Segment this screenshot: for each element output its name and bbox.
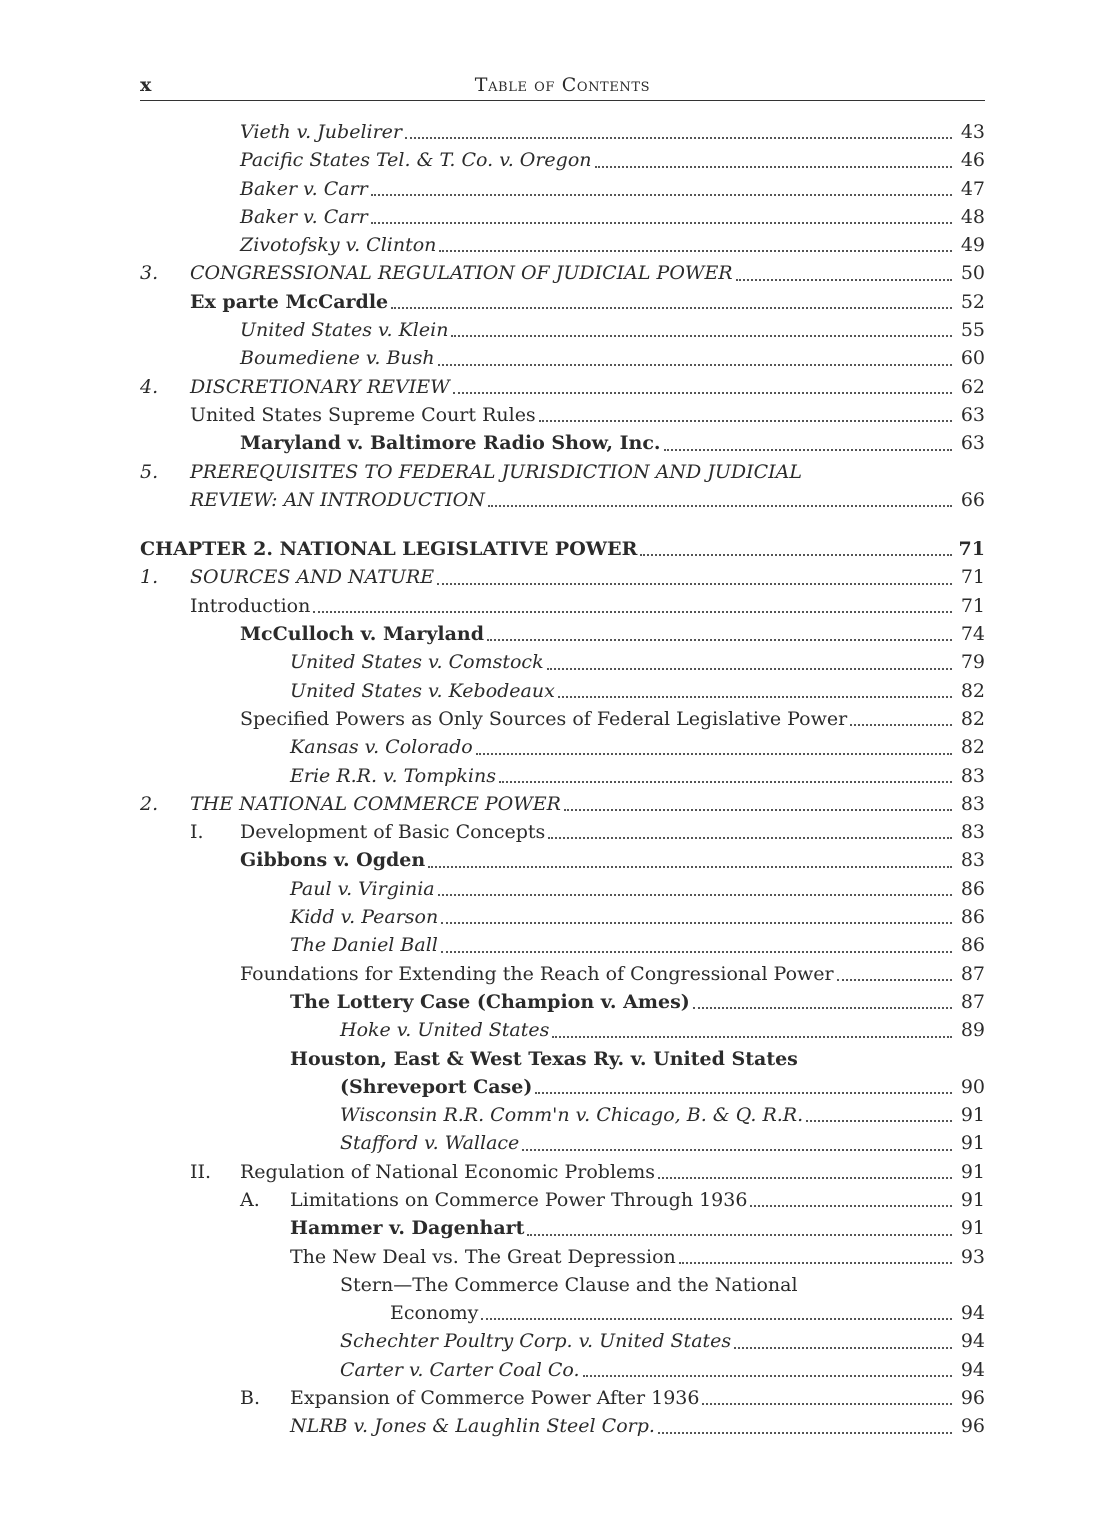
- toc-entry-page: 87: [960, 962, 985, 985]
- dot-leader: [441, 922, 952, 924]
- toc-entry-page: 62: [960, 375, 985, 398]
- page-title: Table of Contents: [474, 74, 651, 96]
- toc-entry[interactable]: [140, 931, 985, 959]
- toc-entry-title: Erie R.R. v. Tompkins: [290, 764, 496, 787]
- toc-entry[interactable]: [140, 1412, 985, 1440]
- page-number: x: [140, 74, 152, 96]
- toc-entry[interactable]: [140, 146, 985, 174]
- toc-entry[interactable]: [140, 1158, 985, 1186]
- toc-entry[interactable]: [140, 818, 985, 846]
- dot-leader: [371, 222, 952, 224]
- dot-leader: [583, 1375, 952, 1377]
- toc-entry[interactable]: [140, 1016, 985, 1044]
- toc-entry[interactable]: [140, 1101, 985, 1129]
- toc-entry[interactable]: [140, 1186, 985, 1214]
- toc-entry-page: 94: [960, 1330, 985, 1353]
- toc-entry-title: Baker v. Carr: [240, 177, 368, 200]
- toc-entry-page: 79: [960, 651, 985, 674]
- toc-entry-page: 86: [960, 906, 985, 929]
- toc-entry[interactable]: [140, 846, 985, 874]
- toc-entry-title: Stern—The Commerce Clause and the National: [340, 1273, 798, 1296]
- toc-entry[interactable]: [140, 733, 985, 761]
- toc-entry[interactable]: [140, 1045, 985, 1102]
- dot-leader: [547, 668, 952, 670]
- toc-entry-page: 83: [960, 849, 985, 872]
- dot-leader: [564, 809, 952, 811]
- toc-entry-title: NLRB v. Jones & Laughlin Steel Corp.: [290, 1415, 655, 1438]
- toc-entry-page: 71: [958, 538, 985, 561]
- toc-entry-title: SOURCES AND NATURE: [190, 566, 435, 589]
- toc-entry[interactable]: [140, 1384, 985, 1412]
- toc-entry[interactable]: [140, 1214, 985, 1242]
- toc-entry[interactable]: [140, 344, 985, 372]
- toc-entry-title: Pacific States Tel. & T. Co. v. Oregon: [240, 149, 592, 172]
- toc-entry-title: Introduction: [190, 594, 311, 617]
- toc-entry[interactable]: [140, 401, 985, 429]
- dot-leader: [734, 1347, 952, 1349]
- toc-entry-page: 82: [960, 707, 985, 730]
- toc-entry-number: 1.: [140, 566, 159, 589]
- toc-entry-page: 55: [960, 319, 985, 342]
- toc-entry-title: CONGRESSIONAL REGULATION OF JUDICIAL POWER: [190, 262, 733, 285]
- toc-entry-page: 60: [960, 347, 985, 370]
- toc-entry[interactable]: [140, 1327, 985, 1355]
- toc-entry-page: 46: [960, 149, 985, 172]
- toc-entry-page: 43: [960, 121, 985, 143]
- toc-entry-title: THE NATIONAL COMMERCE POWER: [190, 792, 561, 815]
- toc-entry-title-continued: Economy: [390, 1302, 479, 1325]
- dot-leader: [451, 335, 952, 337]
- toc-entry-title: United States v. Kebodeaux: [290, 679, 555, 702]
- toc-entry[interactable]: [140, 677, 985, 705]
- toc-entry-page: 74: [960, 623, 985, 646]
- toc-entry[interactable]: [140, 288, 985, 316]
- toc-entry[interactable]: [140, 231, 985, 259]
- toc-entry-page: 82: [960, 736, 985, 759]
- toc-entry-page: 66: [960, 488, 985, 511]
- toc-entry-title: Paul v. Virginia: [290, 877, 435, 900]
- dot-leader: [499, 781, 952, 783]
- dot-leader: [552, 1036, 952, 1038]
- toc-entry-title: Hoke v. United States: [340, 1019, 550, 1042]
- dot-leader: [806, 1120, 952, 1122]
- toc-entry[interactable]: [140, 875, 985, 903]
- dot-leader: [439, 250, 952, 252]
- dot-leader: [658, 1177, 952, 1179]
- dot-leader: [476, 753, 952, 755]
- toc-entry-title: Stafford v. Wallace: [340, 1132, 520, 1155]
- toc-entry[interactable]: [140, 1356, 985, 1384]
- toc-entry-page: 91: [960, 1104, 985, 1127]
- toc-entry-title: Ex parte McCardle: [190, 290, 389, 313]
- dot-leader: [438, 364, 952, 366]
- dot-leader: [481, 1318, 952, 1320]
- toc-entry-page: 96: [960, 1415, 985, 1438]
- dot-leader: [679, 1262, 952, 1264]
- toc-entry-title: Schechter Poultry Corp. v. United States: [340, 1330, 732, 1353]
- dot-leader: [750, 1205, 952, 1207]
- toc-entry-title: Maryland v. Baltimore Radio Show, Inc.: [240, 432, 661, 455]
- dot-leader: [595, 166, 952, 168]
- dot-leader: [850, 724, 952, 726]
- toc-entry[interactable]: [140, 429, 985, 457]
- toc-entry-page: 96: [960, 1387, 985, 1410]
- toc-entry[interactable]: [140, 175, 985, 203]
- toc-entry-title: United States Supreme Court Rules: [190, 403, 536, 426]
- dot-leader: [693, 1007, 952, 1009]
- dot-leader: [702, 1403, 952, 1405]
- dot-leader: [522, 1149, 952, 1151]
- toc-entry[interactable]: [140, 259, 985, 287]
- toc-entry-title: Kidd v. Pearson: [290, 906, 439, 929]
- toc-entry-title: United States v. Klein: [240, 319, 449, 342]
- toc-entry-page: 63: [960, 403, 985, 426]
- toc-entry-number: B.: [240, 1387, 261, 1410]
- toc-entry-page: 71: [960, 566, 985, 589]
- toc-entry[interactable]: [140, 535, 985, 563]
- toc-entry-page: 91: [960, 1132, 985, 1155]
- toc-entry-title: Houston, East & West Texas Ry. v. United States: [290, 1047, 798, 1070]
- toc-entry-title: Development of Basic Concepts: [240, 821, 546, 844]
- toc-entry-page: 91: [960, 1188, 985, 1211]
- dot-leader: [488, 505, 952, 507]
- toc-entry-title: Hammer v. Dagenhart: [290, 1217, 525, 1240]
- dot-leader: [664, 449, 952, 451]
- dot-leader: [437, 583, 952, 585]
- running-header: [140, 72, 985, 101]
- dot-leader: [535, 1092, 952, 1094]
- toc-entry-title: Kansas v. Colorado: [290, 736, 473, 759]
- dot-leader: [438, 894, 952, 896]
- toc-entry[interactable]: [140, 903, 985, 931]
- toc-entry-title: The Lottery Case (Champion v. Ames): [290, 990, 690, 1013]
- toc-entry-number: 2.: [140, 792, 159, 815]
- dot-leader: [539, 420, 952, 422]
- dot-leader: [837, 979, 952, 981]
- toc-entry[interactable]: [140, 648, 985, 676]
- toc-entry-title: Vieth v. Jubelirer: [240, 121, 403, 143]
- toc-entry-page: 83: [960, 764, 985, 787]
- dot-leader: [527, 1234, 952, 1236]
- dot-leader: [640, 554, 952, 556]
- toc-entry[interactable]: [140, 563, 985, 591]
- toc-entry-title-continued: REVIEW: AN INTRODUCTION: [190, 488, 485, 511]
- toc-entry-page: 63: [960, 432, 985, 455]
- toc-entry-page: 91: [960, 1160, 985, 1183]
- toc-entry-title-continued: (Shreveport Case): [340, 1075, 533, 1098]
- toc-entry-title: The Daniel Ball: [290, 934, 438, 957]
- toc-entry-page: 87: [960, 990, 985, 1013]
- toc-entry-page: 93: [960, 1245, 985, 1268]
- dot-leader: [313, 611, 952, 613]
- toc-entry-title: DISCRETIONARY REVIEW: [190, 375, 450, 398]
- toc-entry[interactable]: [140, 458, 985, 515]
- dot-leader: [441, 951, 952, 953]
- toc-entry-page: 89: [960, 1019, 985, 1042]
- toc-entry-number: I.: [190, 821, 204, 844]
- toc-entry[interactable]: [140, 705, 985, 733]
- toc-entry-page: 83: [960, 821, 985, 844]
- toc-entry-number: 3.: [140, 262, 159, 285]
- toc-entry[interactable]: [140, 203, 985, 231]
- dot-leader: [405, 137, 952, 139]
- toc-entry-title: McCulloch v. Maryland: [240, 623, 485, 646]
- dot-leader: [558, 696, 952, 698]
- toc-entry-title: Baker v. Carr: [240, 205, 368, 228]
- toc-entry[interactable]: [140, 988, 985, 1016]
- toc-entry-title: Carter v. Carter Coal Co.: [340, 1358, 580, 1381]
- dot-leader: [453, 392, 952, 394]
- toc-entry-page: 52: [960, 290, 985, 313]
- toc-entry-title: Specified Powers as Only Sources of Federal Legislative Power: [240, 707, 848, 730]
- toc-entry-title: United States v. Comstock: [290, 651, 544, 674]
- toc-entry-page: 86: [960, 934, 985, 957]
- toc-entry[interactable]: [140, 118, 985, 146]
- toc-entry[interactable]: [140, 1271, 985, 1328]
- toc-entry-page: 47: [960, 177, 985, 200]
- toc-entry-page: 71: [960, 594, 985, 617]
- toc-entry-number: 5.: [140, 460, 159, 483]
- dot-leader: [391, 307, 952, 309]
- toc-entry-number: 4.: [140, 375, 159, 398]
- toc-entry-title: Expansion of Commerce Power After 1936: [290, 1387, 700, 1410]
- toc-entry[interactable]: [140, 762, 985, 790]
- toc-entry-number: II.: [190, 1160, 212, 1183]
- toc-entry[interactable]: [140, 1129, 985, 1157]
- toc-entry-title: Gibbons v. Ogden: [240, 849, 426, 872]
- toc-entry[interactable]: [140, 373, 985, 401]
- toc-entry-title: Regulation of National Economic Problems: [240, 1160, 656, 1183]
- toc-entry-page: 86: [960, 877, 985, 900]
- table-of-contents: [140, 118, 985, 1441]
- toc-entry[interactable]: [140, 790, 985, 818]
- toc-entry-title: Foundations for Extending the Reach of Congressional Power: [240, 962, 834, 985]
- toc-entry-title: The New Deal vs. The Great Depression: [290, 1245, 676, 1268]
- dot-leader: [487, 639, 952, 641]
- toc-entry[interactable]: [140, 316, 985, 344]
- toc-entry-title: Zivotofsky v. Clinton: [240, 234, 437, 257]
- toc-entry-title: PREREQUISITES TO FEDERAL JURISDICTION AND JUDICIAL: [190, 460, 802, 483]
- toc-entry-page: 49: [960, 234, 985, 257]
- toc-entry-title: Limitations on Commerce Power Through 1936: [290, 1188, 748, 1211]
- toc-entry-page: 94: [960, 1358, 985, 1381]
- toc-entry-page: 94: [960, 1302, 985, 1325]
- toc-entry-page: 83: [960, 792, 985, 815]
- toc-entry-page: 82: [960, 679, 985, 702]
- toc-entry[interactable]: [140, 592, 985, 620]
- toc-entry-page: 48: [960, 205, 985, 228]
- toc-entry-page: 90: [960, 1075, 985, 1098]
- toc-entry-title: Wisconsin R.R. Comm'n v. Chicago, B. & Q. R.R.: [340, 1104, 804, 1127]
- toc-entry-page: 50: [960, 262, 985, 285]
- dot-leader: [736, 279, 952, 281]
- dot-leader: [548, 837, 952, 839]
- toc-entry-number: A.: [240, 1188, 260, 1211]
- dot-leader: [371, 194, 952, 196]
- toc-entry[interactable]: [140, 1243, 985, 1271]
- dot-leader: [658, 1432, 952, 1434]
- toc-entry-page: 91: [960, 1217, 985, 1240]
- toc-entry-title: Boumediene v. Bush: [240, 347, 435, 370]
- toc-entry[interactable]: [140, 620, 985, 648]
- dot-leader: [428, 866, 952, 868]
- toc-entry[interactable]: [140, 960, 985, 988]
- toc-entry-title: CHAPTER 2. NATIONAL LEGISLATIVE POWER: [140, 538, 638, 561]
